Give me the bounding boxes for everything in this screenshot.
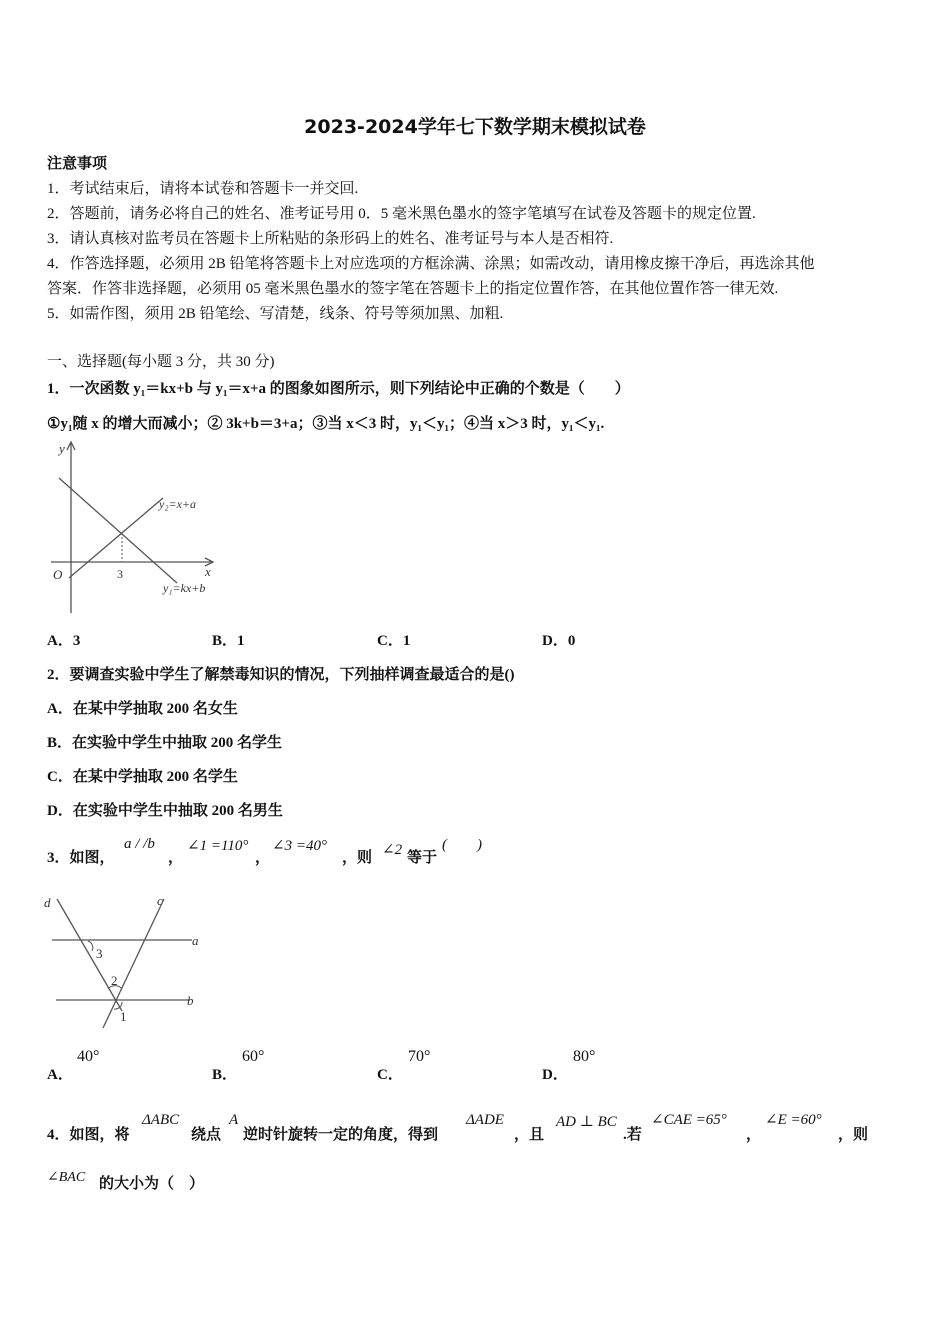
q3-option-c-value: 70° — [408, 1048, 431, 1065]
notice-item-2: 2．答题前，请务必将自己的姓名、准考证号用 0．5 毫米黑色墨水的签字笔填写在试卷及答题卡的规定位置. — [47, 206, 756, 222]
q3-option-d-letter: D． — [542, 1067, 568, 1083]
q1-option-a: A．3 — [47, 633, 81, 649]
q1-graph — [45, 438, 230, 618]
q2-option-b: B．在实验中学生中抽取 200 名学生 — [47, 735, 283, 751]
q3-angle1: ∠1 =110° — [187, 838, 249, 854]
q4-ask: 的大小为（ ） — [99, 1176, 205, 1192]
q4-around: 绕点 — [191, 1127, 222, 1143]
label-a: a — [192, 933, 199, 948]
label-2: 2 — [111, 973, 118, 988]
notice-item-3: 3．请认真核对监考员在答题卡上所粘贴的条形码上的姓名、准考证号与本人是否相符. — [47, 231, 614, 247]
line-d — [57, 899, 122, 1011]
q3-paren: ( ) — [442, 837, 482, 853]
q4-and: ，且 — [514, 1127, 545, 1143]
q1-option-b: B．1 — [212, 633, 245, 649]
q3-option-b-value: 60° — [242, 1048, 265, 1065]
q4-perp: AD ⊥ BC — [556, 1114, 617, 1130]
y-label: y — [59, 441, 65, 456]
q3-angle3: ∠3 =40° — [272, 838, 327, 854]
q4-rotate: 逆时针旋转一定的角度，得到 — [243, 1127, 439, 1143]
notice-item-4: 4．作答选择题，必须用 2B 铅笔将答题卡上对应选项的方框涂满、涂黑；如需改动，请用橡皮擦干净后，再选涂其他 — [47, 256, 815, 272]
q1-stem: 1．一次函数 y₁＝kx+b 与 y₁＝x+a 的图象如图所示，则下列结论中正确的个数是（ ） — [47, 381, 630, 397]
q2-stem: 2．要调查实验中学生了解禁毒知识的情况，下列抽样调查最适合的是() — [47, 667, 515, 683]
q3-figure — [40, 885, 210, 1035]
label-c: c — [157, 893, 163, 908]
q3-option-c-letter: C． — [377, 1067, 403, 1083]
q3-angle2: ∠2 — [382, 842, 403, 858]
q4-point-a: A — [229, 1112, 239, 1128]
q4-angle-bac: ∠BAC — [47, 1170, 86, 1185]
q3-option-d-value: 80° — [573, 1048, 596, 1065]
q4-angle-cae: ∠CAE =65° — [651, 1112, 727, 1128]
q3-equals: 等于 — [407, 850, 438, 866]
q3-comma-2: ， — [255, 850, 271, 866]
notice-heading: 注意事项 — [47, 156, 108, 172]
notice-item-5: 5．如需作图，须用 2B 铅笔绘、写清楚，线条、符号等须加黑、加粗. — [47, 306, 504, 322]
label-d: d — [44, 895, 51, 910]
q3-prefix: 3．如图， — [47, 850, 115, 866]
q1-option-d: D．0 — [542, 633, 576, 649]
q3-comma-1: ， — [168, 850, 184, 866]
notice-item-1: 1．考试结束后，请将本试卷和答题卡一并交回. — [47, 181, 359, 197]
label-b: b — [187, 993, 194, 1008]
q1-option-c: C．1 — [377, 633, 411, 649]
q3-option-b-letter: B． — [212, 1067, 238, 1083]
label-3: 3 — [96, 946, 103, 961]
q1-conditions: ①y₁随 x 的增大而减小；② 3k+b＝3+a；③当 x＜3 时，y₁＜y₁；④当 x＞3 时，y₁＜y₁. — [47, 416, 605, 432]
line2-label: y₂=x+a — [159, 497, 197, 511]
q4-if: .若 — [623, 1127, 642, 1143]
label-1: 1 — [120, 1009, 127, 1024]
angle-3-arc — [88, 941, 93, 951]
q3-option-a-letter: A． — [47, 1067, 73, 1083]
section-heading: 一、选择题(每小题 3 分，共 30 分) — [47, 354, 275, 370]
origin-label: O — [53, 567, 63, 582]
notice-item-4-cont: 答案．作答非选择题，必须用 05 毫米黑色墨水的签字笔在答题卡上的指定位置作答，在其他位置作答一律无效. — [47, 281, 779, 297]
page-title: 2023-2024学年七下数学期末模拟试卷 — [304, 116, 646, 138]
q2-option-c: C．在某中学抽取 200 名学生 — [47, 769, 238, 785]
q2-option-d: D．在实验中学生中抽取 200 名男生 — [47, 803, 283, 819]
q4-then: ，则 — [838, 1127, 869, 1143]
tick-label-3: 3 — [117, 567, 123, 581]
x-label: x — [205, 564, 211, 579]
q2-option-a: A．在某中学抽取 200 名女生 — [47, 701, 238, 717]
q4-triangle-ade: ΔADE — [466, 1112, 504, 1128]
q4-prefix: 4．如图，将 — [47, 1127, 130, 1143]
q4-triangle-abc: ΔABC — [142, 1112, 180, 1128]
line-y2 — [69, 498, 163, 578]
q3-option-a-value: 40° — [77, 1048, 100, 1065]
q4-angle-e: ∠E =60° — [765, 1112, 822, 1128]
line1-label: y₁=kx+b — [163, 581, 206, 595]
q3-parallel: a / /b — [124, 836, 155, 852]
q3-then: ，则 — [342, 850, 373, 866]
line-c — [103, 899, 164, 1028]
q4-comma: ， — [746, 1127, 762, 1143]
